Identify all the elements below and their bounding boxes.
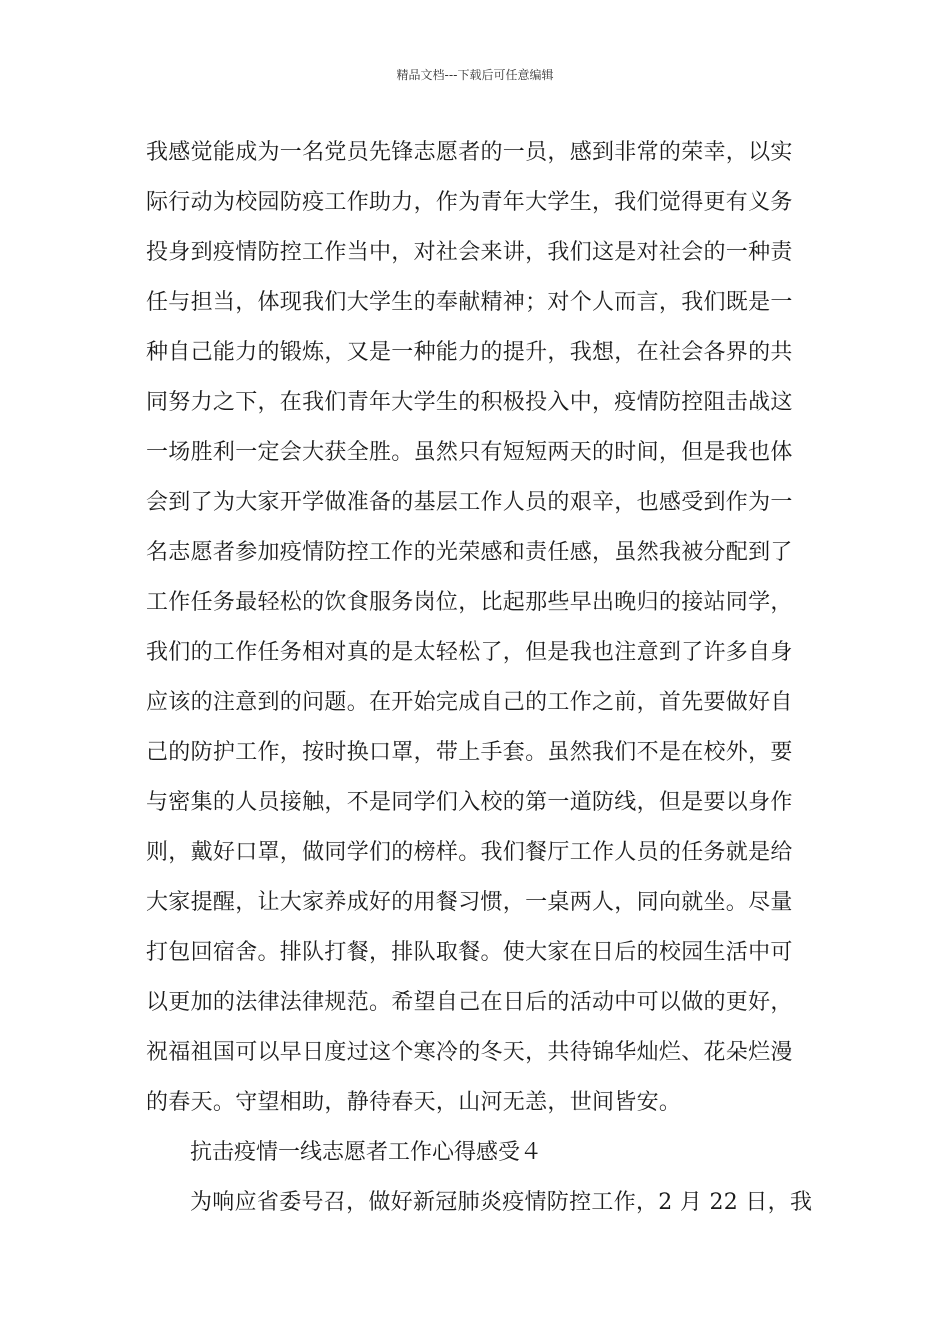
paragraph-line: 我感觉能成为一名党员先锋志愿者的一员，感到非常的荣幸，以实 bbox=[146, 140, 793, 165]
paragraph-line: 己的防护工作，按时换口罩，带上手套。虽然我们不是在校外，要 bbox=[146, 740, 793, 765]
paragraph-line: 的春天。守望相助，静待春天，山河无恙，世间皆安。 bbox=[146, 1090, 682, 1115]
section-heading: 抗击疫情一线志愿者工作心得感受４ bbox=[190, 1140, 543, 1165]
paragraph-line: 与密集的人员接触，不是同学们入校的第一道防线，但是要以身作 bbox=[146, 790, 793, 815]
paragraph-line: 以更加的法律法律规范。希望自己在日后的活动中可以做的更好， bbox=[146, 990, 793, 1015]
paragraph-line: 任与担当，体现我们大学生的奉献精神；对个人而言，我们既是一 bbox=[146, 290, 793, 315]
paragraph-line: 则，戴好口罩，做同学们的榜样。我们餐厅工作人员的任务就是给 bbox=[146, 840, 793, 865]
paragraph-line: 打包回宿舍。排队打餐，排队取餐。使大家在日后的校园生活中可 bbox=[146, 940, 793, 965]
paragraph-line: 大家提醒，让大家养成好的用餐习惯，一桌两人，同向就坐。尽量 bbox=[146, 890, 793, 915]
paragraph-line: 同努力之下，在我们青年大学生的积极投入中，疫情防控阻击战这 bbox=[146, 390, 793, 415]
document-body bbox=[146, 128, 811, 1228]
paragraph-line: 名志愿者参加疫情防控工作的光荣感和责任感，虽然我被分配到了 bbox=[146, 540, 793, 565]
paragraph-line: 我们的工作任务相对真的是太轻松了，但是我也注意到了许多自身 bbox=[146, 640, 793, 665]
paragraph-line: 会到了为大家开学做准备的基层工作人员的艰辛，也感受到作为一 bbox=[146, 490, 793, 515]
paragraph-line: 工作任务最轻松的饮食服务岗位，比起那些早出晚归的接站同学， bbox=[146, 590, 793, 615]
paragraph-line: 应该的注意到的问题。在开始完成自己的工作之前，首先要做好自 bbox=[146, 690, 793, 715]
paragraph-line: 祝福祖国可以早日度过这个寒冷的冬天，共待锦华灿烂、花朵烂漫 bbox=[146, 1040, 793, 1065]
paragraph-line: 际行动为校园防疫工作助力，作为青年大学生，我们觉得更有义务 bbox=[146, 190, 793, 215]
paragraph-line: 一场胜利一定会大获全胜。虽然只有短短两天的时间，但是我也体 bbox=[146, 440, 793, 465]
paragraph-line: 投身到疫情防控工作当中，对社会来讲，我们这是对社会的一种责 bbox=[146, 240, 793, 265]
page-header: 精品文档---下载后可任意编辑 bbox=[396, 68, 554, 82]
paragraph-line: 为响应省委号召，做好新冠肺炎疫情防控工作，2 月 22 日，我 bbox=[190, 1190, 813, 1215]
paragraph-line: 种自己能力的锻炼，又是一种能力的提升，我想，在社会各界的共 bbox=[146, 340, 793, 365]
